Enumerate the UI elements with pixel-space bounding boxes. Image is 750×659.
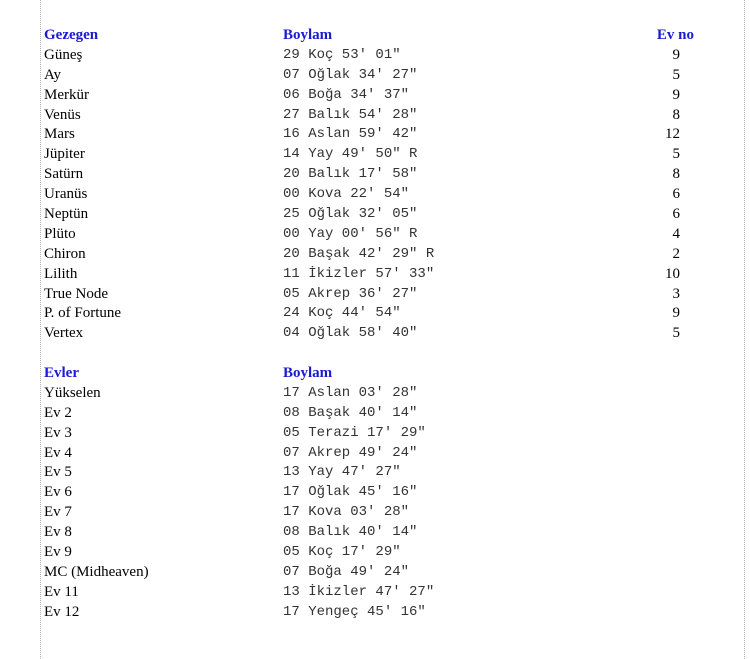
- row-house-number: 9: [672, 86, 680, 103]
- row-name: Ev 9: [44, 544, 72, 561]
- row-longitude: 00 Yay 00' 56" R: [283, 225, 418, 242]
- row-longitude: 07 Oğlak 34' 27": [283, 66, 418, 83]
- row-name: True Node: [44, 285, 109, 302]
- table-row: [44, 404, 694, 424]
- row-longitude: 17 Yengeç 45' 16": [283, 603, 426, 620]
- row-house-number: 8: [672, 106, 680, 123]
- row-longitude: 07 Akrep 49' 24": [283, 444, 418, 461]
- row-name: Ay: [44, 66, 61, 83]
- row-house-number: 5: [672, 146, 680, 163]
- row-house-number: 6: [672, 186, 680, 203]
- table-row: [44, 265, 694, 285]
- table-row: [44, 86, 694, 106]
- houses-rows: [44, 384, 694, 623]
- row-name: Vertex: [44, 325, 84, 342]
- row-name: Uranüs: [44, 186, 88, 203]
- row-name: Ev 4: [44, 444, 72, 461]
- table-row: [44, 483, 694, 503]
- table-row: [44, 463, 694, 483]
- row-name: Ev 12: [44, 603, 80, 620]
- row-name: Ev 11: [44, 583, 79, 600]
- row-name: Ev 5: [44, 464, 72, 481]
- row-longitude: 25 Oğlak 32' 05": [283, 206, 418, 223]
- row-longitude: 05 Koç 17' 29": [283, 544, 401, 561]
- table-row: [44, 583, 694, 603]
- table-row: [44, 245, 694, 265]
- row-longitude: 00 Kova 22' 54": [283, 186, 410, 203]
- row-name: Yükselen: [44, 384, 101, 401]
- row-name: Mars: [44, 126, 75, 143]
- row-name: MC (Midheaven): [44, 563, 149, 580]
- row-longitude: 04 Oğlak 58' 40": [283, 325, 418, 342]
- row-longitude: 05 Akrep 36' 27": [283, 285, 418, 302]
- row-house-number: 8: [672, 166, 680, 183]
- table-row: [44, 543, 694, 563]
- houses-table: [44, 364, 694, 623]
- row-longitude: 08 Balık 40' 14": [283, 524, 418, 541]
- row-longitude: 14 Yay 49' 50" R: [283, 146, 418, 163]
- table-row: [44, 384, 694, 404]
- table-row: [44, 165, 694, 185]
- row-longitude: 13 Yay 47' 27": [283, 464, 401, 481]
- row-name: P. of Fortune: [44, 305, 122, 322]
- row-longitude: 20 Balık 17' 58": [283, 166, 418, 183]
- row-name: Chiron: [44, 245, 86, 262]
- planets-table: [44, 26, 694, 344]
- table-row: [44, 444, 694, 464]
- row-name: Ev 6: [44, 484, 72, 501]
- row-house-number: 3: [672, 285, 680, 302]
- row-name: Ev 2: [44, 404, 72, 421]
- row-longitude: 07 Boğa 49' 24": [283, 563, 410, 580]
- table-row: [44, 503, 694, 523]
- row-name: Jüpiter: [44, 146, 85, 163]
- planets-header-row: [44, 26, 694, 46]
- table-row: [44, 145, 694, 165]
- row-house-number: 12: [665, 126, 680, 143]
- row-name: Venüs: [44, 106, 81, 123]
- table-row: [44, 225, 694, 245]
- row-longitude: 24 Koç 44' 54": [283, 305, 401, 322]
- planets-rows: [44, 46, 694, 344]
- table-row: [44, 66, 694, 86]
- houses-header-name: Evler: [44, 365, 79, 381]
- row-longitude: 16 Aslan 59' 42": [283, 126, 418, 143]
- row-house-number: 5: [672, 66, 680, 83]
- row-house-number: 5: [672, 325, 680, 342]
- row-house-number: 4: [672, 225, 680, 242]
- row-longitude: 13 İkizler 47' 27": [283, 583, 435, 600]
- right-dotted-border: [744, 0, 745, 659]
- planets-header-house: Ev no: [656, 27, 694, 43]
- row-house-number: 9: [672, 46, 680, 63]
- row-name: Merkür: [44, 86, 89, 103]
- table-row: [44, 563, 694, 583]
- row-longitude: 17 Kova 03' 28": [283, 504, 410, 521]
- row-name: Neptün: [44, 206, 89, 223]
- row-longitude: 11 İkizler 57' 33": [283, 265, 435, 282]
- row-house-number: 9: [672, 305, 680, 322]
- row-longitude: 27 Balık 54' 28": [283, 106, 418, 123]
- row-longitude: 08 Başak 40' 14": [283, 404, 418, 421]
- table-row: [44, 603, 694, 623]
- planets-header-longitude: Boylam: [283, 27, 333, 43]
- table-row: [44, 185, 694, 205]
- row-longitude: 17 Oğlak 45' 16": [283, 484, 418, 501]
- table-row: [44, 424, 694, 444]
- row-longitude: 29 Koç 53' 01": [283, 46, 401, 63]
- row-name: Ev 3: [44, 424, 72, 441]
- table-row: [44, 523, 694, 543]
- table-row: [44, 125, 694, 145]
- houses-header-longitude: Boylam: [283, 365, 333, 381]
- table-row: [44, 285, 694, 305]
- row-house-number: 2: [672, 245, 680, 262]
- table-row: [44, 46, 694, 66]
- row-name: Ev 7: [44, 504, 72, 521]
- table-row: [44, 324, 694, 344]
- row-name: Plüto: [44, 225, 76, 242]
- row-longitude: 05 Terazi 17' 29": [283, 424, 426, 441]
- row-longitude: 20 Başak 42' 29" R: [283, 245, 435, 262]
- table-row: [44, 205, 694, 225]
- row-house-number: 6: [672, 206, 680, 223]
- table-row: [44, 106, 694, 126]
- row-longitude: 06 Boğa 34' 37": [283, 86, 410, 103]
- planets-header-name: Gezegen: [44, 27, 99, 43]
- row-name: Güneş: [44, 46, 83, 63]
- row-name: Ev 8: [44, 524, 72, 541]
- left-dotted-border: [40, 0, 41, 659]
- houses-header-row: [44, 364, 694, 384]
- row-name: Satürn: [44, 166, 84, 183]
- row-name: Lilith: [44, 265, 78, 282]
- row-longitude: 17 Aslan 03' 28": [283, 384, 418, 401]
- row-house-number: 10: [665, 265, 680, 282]
- table-row: [44, 304, 694, 324]
